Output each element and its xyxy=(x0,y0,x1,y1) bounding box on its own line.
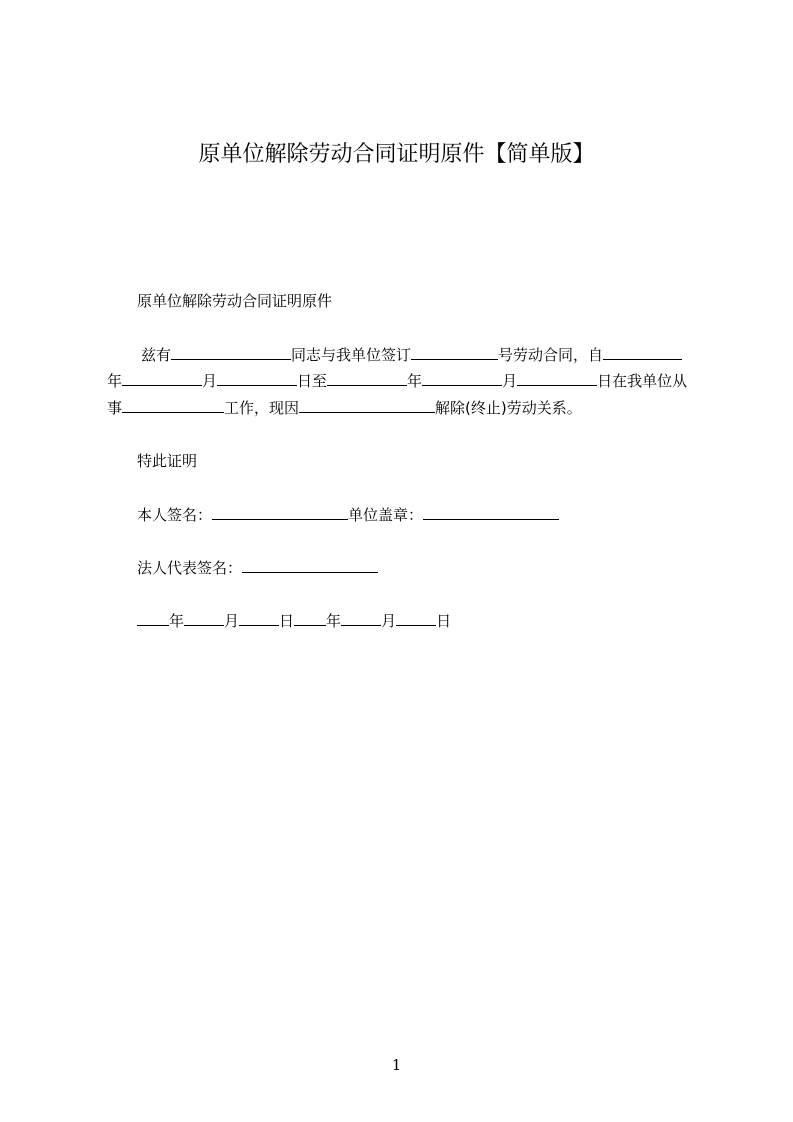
paragraph-line-1 xyxy=(141,345,682,365)
date-1-year-blank[interactable] xyxy=(137,611,169,626)
text-segment: 年 xyxy=(407,372,423,390)
start-year-blank[interactable] xyxy=(603,345,682,360)
date-2-day-label: 日 xyxy=(436,612,452,630)
text-segment: 解除(终止)劳动关系。 xyxy=(435,399,582,417)
date-1-month-label: 月 xyxy=(224,612,240,630)
text-segment: 兹有 xyxy=(141,346,172,364)
date-1-day-label: 日 xyxy=(279,612,295,630)
unit-seal-label: 单位盖章： xyxy=(348,506,424,524)
name-blank[interactable] xyxy=(171,345,291,360)
date-2-month-blank[interactable] xyxy=(341,611,381,626)
paragraph-line-2 xyxy=(107,371,687,391)
document-title: 原单位解除劳动合同证明原件【简单版】 xyxy=(198,142,595,167)
date-2-year-blank[interactable] xyxy=(294,611,326,626)
date-2-day-blank[interactable] xyxy=(396,611,436,626)
dates-line xyxy=(137,611,451,631)
page-number: 1 xyxy=(391,1056,402,1074)
reason-blank[interactable] xyxy=(299,398,435,413)
text-segment: 年 xyxy=(107,372,123,390)
text-segment: 日至 xyxy=(297,372,328,390)
signature-line xyxy=(137,505,559,525)
end-day-blank[interactable] xyxy=(517,371,597,386)
date-1-month-blank[interactable] xyxy=(184,611,224,626)
job-blank[interactable] xyxy=(122,398,224,413)
paragraph-line-3 xyxy=(107,398,582,418)
legal-rep-blank[interactable] xyxy=(242,558,378,573)
text-segment: 同志与我单位签订 xyxy=(291,346,412,364)
unit-seal-blank[interactable] xyxy=(423,505,559,520)
contract-number-blank[interactable] xyxy=(411,345,498,360)
start-day-blank[interactable] xyxy=(217,371,297,386)
text-segment: 月 xyxy=(502,372,518,390)
text-segment: 工作，现因 xyxy=(224,399,300,417)
certify-text: 特此证明 xyxy=(137,452,198,470)
date-1-year-label: 年 xyxy=(169,612,185,630)
end-year-blank[interactable] xyxy=(327,371,407,386)
text-segment: 日在我单位从 xyxy=(597,372,688,390)
date-1-day-blank[interactable] xyxy=(239,611,279,626)
start-month-blank[interactable] xyxy=(122,371,202,386)
date-2-month-label: 月 xyxy=(381,612,397,630)
text-segment: 事 xyxy=(107,399,123,417)
section-heading: 原单位解除劳动合同证明原件 xyxy=(137,292,333,310)
text-segment: 月 xyxy=(202,372,218,390)
date-2-year-label: 年 xyxy=(326,612,342,630)
self-signature-blank[interactable] xyxy=(212,505,348,520)
end-month-blank[interactable] xyxy=(422,371,502,386)
legal-rep-line xyxy=(137,558,378,578)
self-signature-label: 本人签名： xyxy=(137,506,213,524)
legal-rep-label: 法人代表签名： xyxy=(137,559,243,577)
text-segment: 号劳动合同，自 xyxy=(498,346,604,364)
